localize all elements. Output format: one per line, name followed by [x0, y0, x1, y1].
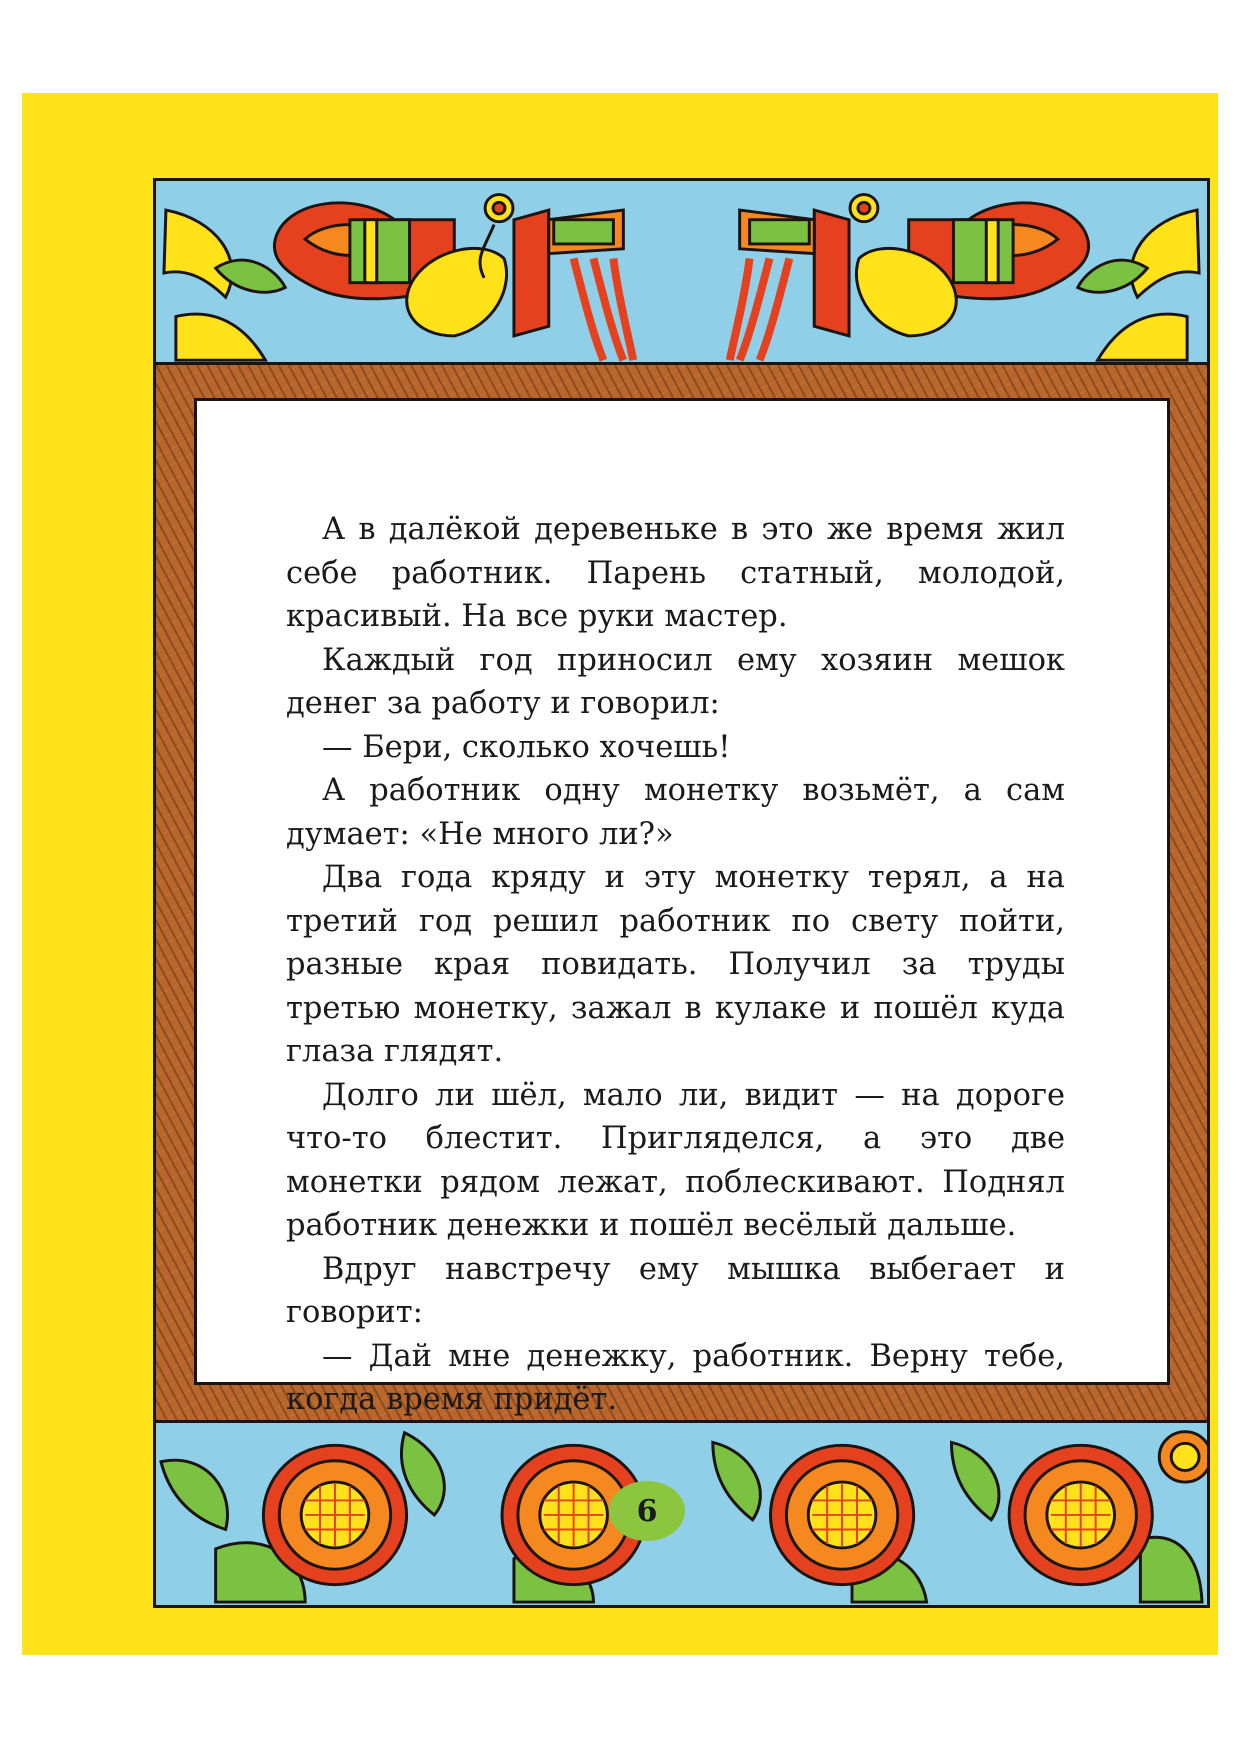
paragraph: Долго ли шёл, мало ли, видит — на дороге что-то блестит. Пригляделся, а это две монетки рядом лежат, поблескивают. Поднял работник денежки и пошёл весёлый дальше.: [286, 1077, 1065, 1243]
firebird-right-icon: [730, 195, 1089, 361]
paragraph: А в далёкой деревеньке в это же время жил себе работник. Парень статный, молодой, красивый. На все руки мастер.: [286, 512, 1065, 634]
ornament-art: [156, 181, 1207, 365]
paragraph: Вдруг навстречу ему мышка выбегает и говорит:: [286, 1251, 1065, 1330]
paragraph: Каждый год приносил ему хозяин мешок денег за работу и говорил:: [286, 642, 1065, 721]
paragraph: — Дай мне денежку, работник. Верну тебе, когда время придёт.: [286, 1338, 1065, 1417]
firebird-left-icon: [274, 195, 633, 361]
paragraph: Два года кряду и эту монетку терял, а на третий год решил работник по свету пойти, разные края повидать. Получил за труды третью монетку, зажал в кулаке и пошёл куда глаза глядят.: [286, 860, 1065, 1069]
paragraph: — Бери, сколько хочешь!: [322, 729, 731, 765]
paragraph: А работник одну монетку возьмёт, а сам думает: «Не много ли?»: [286, 773, 1065, 852]
story-text: [286, 508, 1065, 1465]
page-number: 6: [609, 1481, 685, 1541]
top-ornament-band: [153, 178, 1210, 368]
